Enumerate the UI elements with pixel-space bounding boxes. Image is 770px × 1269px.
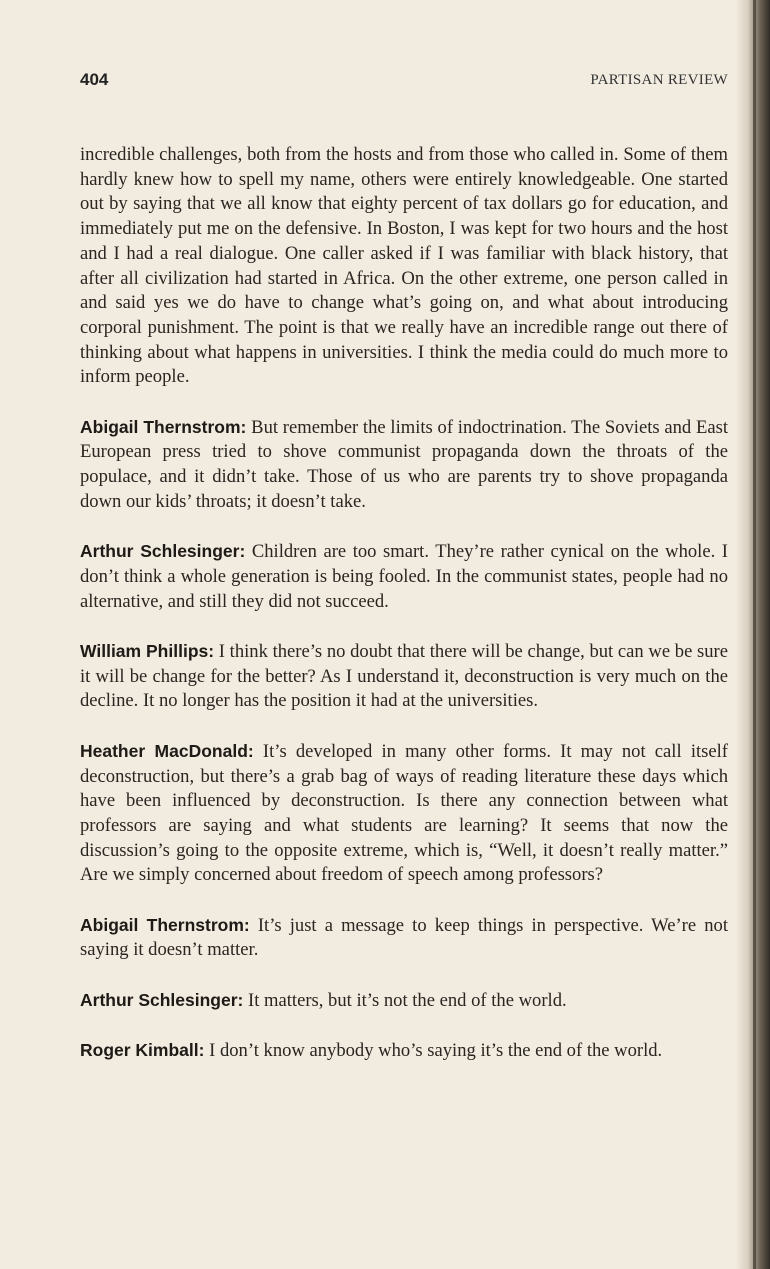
dialogue-paragraph [80, 539, 728, 614]
speaker-name: Arthur Schlesinger: [80, 541, 246, 562]
dialogue-paragraph [80, 739, 728, 888]
paragraph-text: I think there’s no doubt that there will be change, but can we be sure it will be change for the better? As I understand it, deconstruction is very much on the decline. It no longer has the position it had at the universities. [80, 641, 728, 712]
paragraph-text: incredible challenges, both from the hosts and from those who called in. Some of them hardly knew how to spell my name, others were entirely knowledgeable. One started out by saying that we all know that eighty percent of tax dollars go for education, and immediately put me on the defensive. In Boston, I was kept for two hours and the host and I had a real dialogue. One caller asked if I was familiar with black history, that after all civilization had started in Africa. On the other extreme, one person called in and said yes we do have to change what’s going on, and what about introducing corporal punishment. The point is that we really have an incredible range out there of thinking about what happens in universities. I think the media could do much more to inform people. [80, 144, 728, 388]
speaker-name: Abigail Thernstrom: [80, 914, 250, 935]
dialogue-paragraph [80, 1038, 728, 1064]
speaker-name: Roger Kimball: [80, 1040, 205, 1061]
paragraph-text: But remember the limits of indoctrination. The Soviets and East European press tried to shove communist propaganda down the throats of the populace, and it didn’t take. Those of us who are parents try to shove propaganda down our kids’ throats; it doesn’t take. [80, 416, 729, 512]
paragraph-continuation [80, 143, 728, 390]
speaker-name: Abigail Thernstrom: [80, 416, 247, 437]
running-head: PARTISAN REVIEW [590, 72, 728, 88]
body-text [80, 143, 728, 1089]
paragraph-text: It matters, but it’s not the end of the world. [248, 989, 567, 1011]
dialogue-paragraph [80, 988, 728, 1014]
page-header [80, 70, 728, 94]
paragraph-text: Children are too smart. They’re rather cynical on the whole. I don’t think a whole generation is being fooled. In the communist states, people had no alternative, and still they did not succeed. [80, 541, 728, 612]
paragraph-text: I don’t know anybody who’s saying it’s the end of the world. [209, 1040, 663, 1062]
dialogue-paragraph [80, 415, 728, 515]
speaker-name: Arthur Schlesinger: [80, 989, 244, 1010]
paragraph-text: It’s just a message to keep things in perspective. We’re not saying it doesn’t matter. [80, 914, 728, 961]
dialogue-paragraph [80, 913, 728, 963]
dialogue-paragraph [80, 639, 728, 714]
paragraph-text: It’s developed in many other forms. It may not call itself deconstruction, but there’s a grab bag of ways of reading literature these days which have been influenced by deconstruction. Is there any connection between what professors are saying and what students are learning? It seems that now the discussion’s going to the opposite extreme, which is, “Well, it doesn’t really matter.” Are we simply concerned about freedom of speech among professors? [80, 740, 728, 886]
speaker-name: William Phillips: [80, 641, 215, 662]
page-number: 404 [80, 70, 109, 89]
page-binding-edge [753, 0, 756, 1269]
speaker-name: Heather MacDonald: [80, 740, 254, 761]
